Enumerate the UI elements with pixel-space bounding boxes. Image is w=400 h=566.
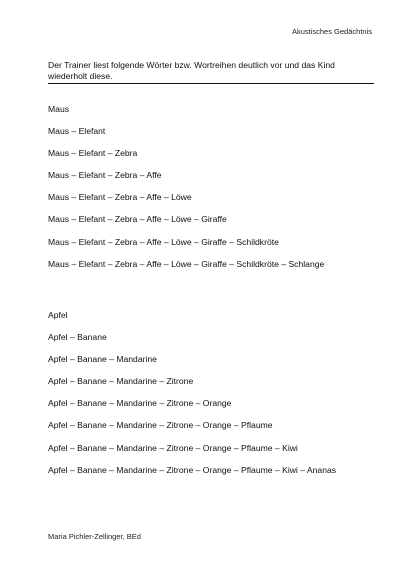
list-item: Maus <box>48 104 70 114</box>
list-item: Maus – Elefant <box>48 126 106 137</box>
instruction-text: Der Trainer liest folgende Wörter bzw. Wortreihen deutlich vor und das Kind wiederholt diese. <box>48 60 374 84</box>
fruit-word-list <box>48 310 336 487</box>
list-item: Apfel – Banane – Mandarine <box>48 354 157 365</box>
list-item: Apfel – Banane – Mandarine – Zitrone – Orange – Pflaume – Kiwi – Ananas <box>48 464 337 475</box>
list-item: Maus – Elefant – Zebra – Affe <box>48 170 162 181</box>
list-item: Maus – Elefant – Zebra – Affe – Löwe – Giraffe – Schildkröte – Schlange <box>48 258 325 269</box>
list-item: Maus – Elefant – Zebra – Affe – Löwe – Giraffe <box>48 214 227 225</box>
list-item: Maus – Elefant – Zebra <box>48 148 138 159</box>
list-item: Apfel – Banane – Mandarine – Zitrone <box>48 376 194 387</box>
animal-word-list <box>48 104 324 281</box>
list-item: Apfel – Banane – Mandarine – Zitrone – Orange <box>48 398 232 409</box>
list-item: Maus – Elefant – Zebra – Affe – Löwe <box>48 192 192 203</box>
footer-author: Maria Pichler-Zellinger, BEd <box>48 532 141 541</box>
list-item: Apfel – Banane – Mandarine – Zitrone – Orange – Pflaume <box>48 420 273 431</box>
list-item: Maus – Elefant – Zebra – Affe – Löwe – Giraffe – Schildkröte <box>48 236 279 247</box>
list-item: Apfel – Banane <box>48 332 107 343</box>
list-item: Apfel – Banane – Mandarine – Zitrone – Orange – Pflaume – Kiwi <box>48 442 298 453</box>
running-header: Akustisches Gedächtnis <box>291 27 372 36</box>
list-item: Apfel <box>48 310 68 320</box>
